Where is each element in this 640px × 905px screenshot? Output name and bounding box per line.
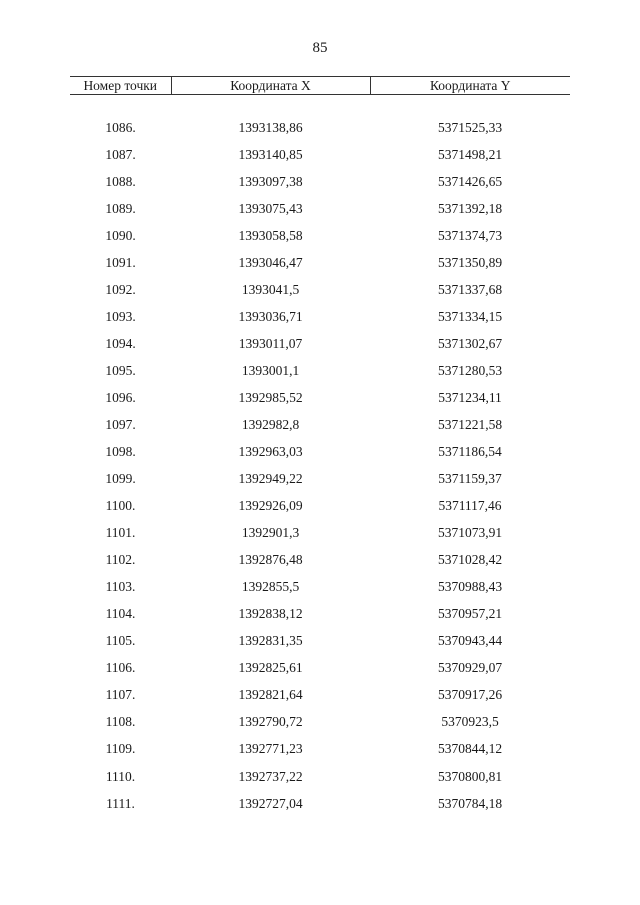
table-row [70, 222, 570, 249]
table-row [70, 763, 570, 790]
coordinate-x-cell: 1392876,48 [238, 552, 303, 568]
coordinate-x-cell: 1393046,47 [238, 254, 303, 270]
coordinate-x-cell: 1393140,85 [238, 146, 303, 162]
point-number-cell: 1105. [105, 633, 136, 649]
point-number-cell: 1103. [105, 579, 136, 595]
point-number-cell: 1100. [105, 498, 136, 514]
coordinate-x-cell: 1393097,38 [238, 173, 303, 189]
table-row [70, 601, 570, 628]
table-row [70, 655, 570, 682]
point-number-cell: 1095. [105, 363, 136, 379]
point-number-cell: 1093. [105, 308, 136, 324]
coordinate-x-cell: 1392771,23 [238, 741, 303, 757]
point-number-cell: 1107. [105, 687, 136, 703]
point-number-cell: 1109. [105, 741, 136, 757]
point-number-cell: 1092. [105, 281, 136, 297]
coordinate-y-cell: 5371186,54 [438, 444, 502, 460]
table-row [70, 628, 570, 655]
coordinate-y-cell: 5371498,21 [437, 146, 503, 162]
point-number-cell: 1090. [105, 227, 136, 243]
coordinates-table [70, 76, 570, 817]
coordinate-y-cell: 5371392,18 [437, 200, 503, 216]
coordinate-x-cell: 1392737,22 [238, 768, 303, 784]
table-row [70, 195, 570, 222]
coordinate-x-cell: 1393138,86 [238, 119, 303, 135]
coordinate-y-cell: 5370844,12 [437, 741, 503, 757]
table-row [70, 736, 570, 763]
table-spacer [70, 95, 570, 115]
coordinate-y-cell: 5371280,53 [437, 363, 503, 379]
coordinate-y-cell: 5371337,68 [437, 281, 503, 297]
coordinate-x-cell: 1393075,43 [238, 200, 303, 216]
coordinate-x-cell: 1393011,07 [238, 336, 303, 352]
table-row [70, 709, 570, 736]
coordinate-y-cell: 5370923,5 [441, 714, 499, 730]
table-row [70, 492, 570, 519]
coordinate-x-cell: 1393041,5 [241, 281, 300, 297]
coordinate-y-cell: 5371159,37 [438, 471, 502, 487]
point-number-cell: 1111. [106, 795, 135, 811]
point-number-cell: 1086. [105, 119, 136, 135]
point-number-cell: 1089. [105, 200, 136, 216]
coordinate-y-cell: 5371028,42 [437, 552, 503, 568]
table-row [70, 276, 570, 303]
coordinate-y-cell: 5371374,73 [437, 227, 503, 243]
point-number-cell: 1098. [105, 444, 136, 460]
coordinate-x-cell: 1393001,1 [241, 363, 300, 379]
table-row [70, 438, 570, 465]
table-row [70, 330, 570, 357]
point-number-cell: 1106. [105, 660, 136, 676]
coordinate-y-cell: 5370784,18 [437, 795, 503, 811]
coordinate-y-cell: 5370988,43 [437, 579, 503, 595]
coordinate-y-cell: 5371525,33 [437, 119, 503, 135]
table-row [70, 384, 570, 411]
coordinate-y-cell: 5371221,58 [437, 417, 503, 433]
coordinate-y-cell: 5371426,65 [437, 173, 503, 189]
coordinate-x-cell: 1392790,72 [238, 714, 303, 730]
point-number-cell: 1094. [105, 336, 136, 352]
header-coordinate-x: Координата X [171, 77, 370, 95]
coordinate-y-cell: 5371334,15 [437, 308, 503, 324]
point-number-cell: 1087. [105, 146, 136, 162]
table-row [70, 114, 570, 141]
coordinate-y-cell: 5371350,89 [437, 254, 503, 270]
point-number-cell: 1104. [105, 606, 136, 622]
point-number-cell: 1096. [105, 390, 136, 406]
coordinate-x-cell: 1392926,09 [238, 498, 303, 514]
point-number-cell: 1110. [105, 768, 136, 784]
table-row [70, 519, 570, 546]
table-row [70, 357, 570, 384]
coordinate-x-cell: 1392727,04 [238, 795, 303, 811]
point-number-cell: 1108. [105, 714, 136, 730]
table-row [70, 168, 570, 195]
table-row [70, 141, 570, 168]
coordinate-y-cell: 5371117,46 [438, 498, 502, 514]
table-header-row [70, 77, 570, 95]
coordinate-y-cell: 5370957,21 [437, 606, 503, 622]
coordinate-x-cell: 1392982,8 [241, 417, 300, 433]
coordinate-x-cell: 1392838,12 [238, 606, 303, 622]
table-row [70, 574, 570, 601]
coordinate-x-cell: 1392985,52 [238, 390, 303, 406]
table-row [70, 465, 570, 492]
table-row [70, 547, 570, 574]
table-row [70, 249, 570, 276]
point-number-cell: 1101. [105, 525, 136, 541]
point-number-cell: 1097. [105, 417, 136, 433]
coordinate-x-cell: 1392831,35 [238, 633, 303, 649]
header-coordinate-y: Координата Y [370, 77, 570, 95]
point-number-cell: 1088. [105, 173, 136, 189]
header-point-number: Номер точки [70, 77, 171, 95]
page-number: 85 [312, 40, 328, 56]
table-row [70, 411, 570, 438]
point-number-cell: 1102. [105, 552, 136, 568]
coordinate-x-cell: 1392825,61 [238, 660, 303, 676]
coordinate-y-cell: 5371234,11 [438, 390, 502, 406]
table-row [70, 303, 570, 330]
coordinate-y-cell: 5370917,26 [437, 687, 503, 703]
coordinate-y-cell: 5370800,81 [437, 768, 503, 784]
point-number-cell: 1099. [105, 471, 136, 487]
coordinate-x-cell: 1392855,5 [241, 579, 300, 595]
coordinate-y-cell: 5370929,07 [437, 660, 503, 676]
coordinate-x-cell: 1392963,03 [238, 444, 303, 460]
table-body [70, 95, 570, 817]
coordinate-x-cell: 1392821,64 [238, 687, 303, 703]
coordinate-y-cell: 5370943,44 [437, 633, 503, 649]
coordinate-x-cell: 1393058,58 [238, 227, 303, 243]
coordinate-x-cell: 1393036,71 [238, 308, 303, 324]
table-row [70, 790, 570, 817]
coordinate-x-cell: 1392949,22 [238, 471, 303, 487]
point-number-cell: 1091. [105, 254, 136, 270]
coordinate-x-cell: 1392901,3 [241, 525, 300, 541]
table-row [70, 682, 570, 709]
coordinate-y-cell: 5371073,91 [437, 525, 503, 541]
coordinate-y-cell: 5371302,67 [437, 336, 503, 352]
